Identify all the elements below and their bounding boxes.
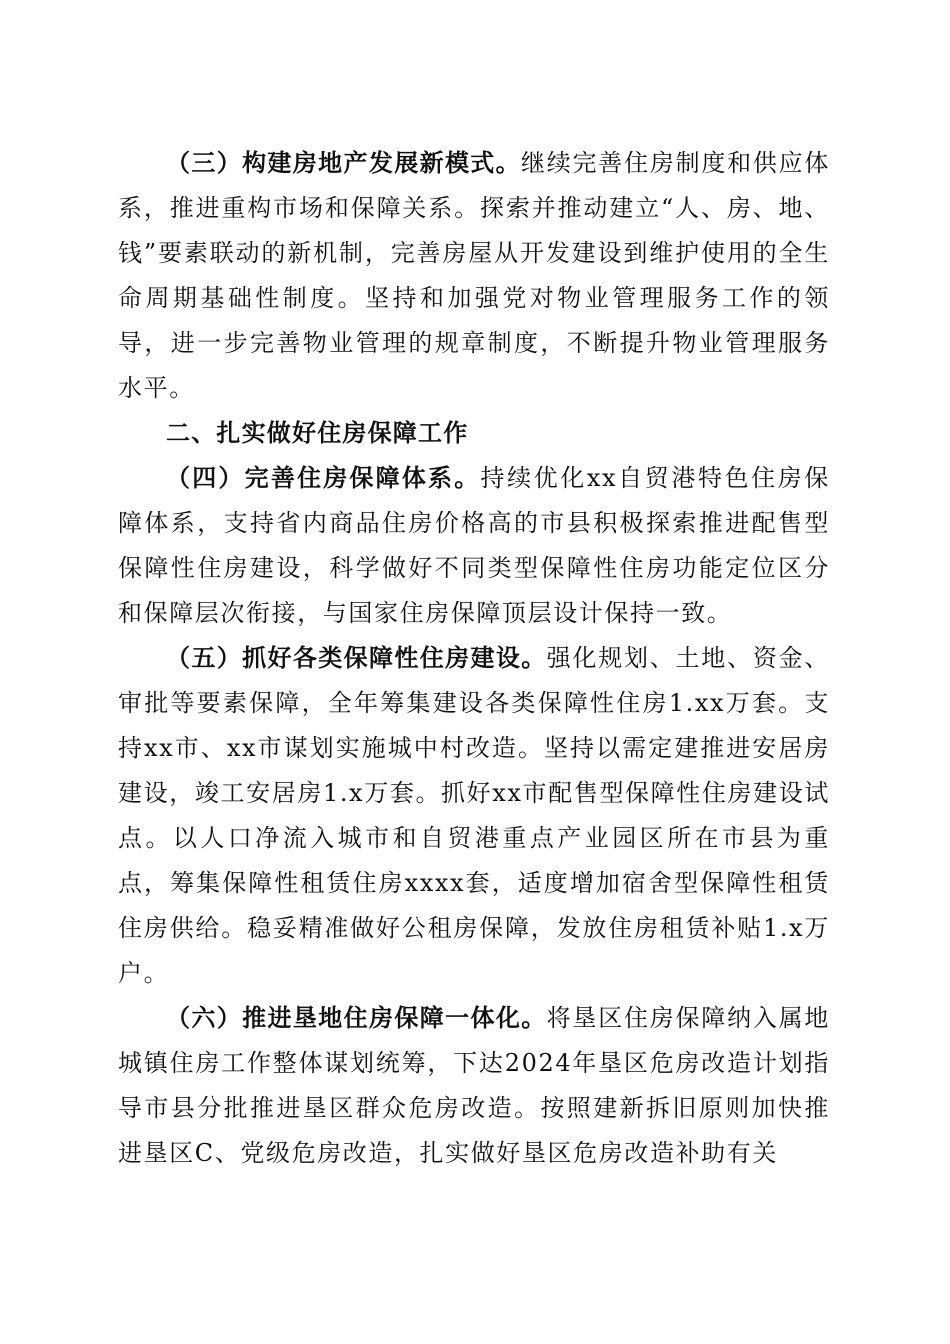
paragraph-3 xyxy=(118,141,830,411)
paragraph-6 xyxy=(118,996,830,1176)
paragraph-6-body: 将垦区住房保障纳入属地城镇住房工作整体谋划统筹，下达2024年垦区危房改造计划指导市县分批推进垦区群众危房改造。按照建新拆旧原则加快推进垦区C、党级危房改造，扎实做好垦区危房改造补助有关 xyxy=(118,1004,830,1167)
paragraph-5-lead: （五）抓好各类保障性住房建设。 xyxy=(166,644,547,672)
paragraph-4-lead: （四）完善住房保障体系。 xyxy=(166,464,481,492)
paragraph-5-body: 强化规划、土地、资金、审批等要素保障，全年筹集建设各类保障性住房1.xx万套。支持xx市、xx市谋划实施城中村改造。坚持以需定建推进安居房建设，竣工安居房1.x万套。抓好xx市配售型保障性住房建设试点。以人口净流入城市和自贸港重点产业园区所在市县为重点，筹集保障性租赁住房xxxx套，适度增加宿舍型保障性租赁住房供给。稳妥精准做好公租房保障，发放住房租赁补贴1.x万户。 xyxy=(118,644,830,987)
paragraph-4-body: 持续优化xx自贸港特色住房保障体系，支持省内商品住房价格高的市县积极探索推进配售型保障性住房建设，科学做好不同类型保障性住房功能定位区分和保障层次衔接，与国家住房保障顶层设计保持一致。 xyxy=(118,464,830,627)
document-body xyxy=(118,141,830,1176)
paragraph-6-lead: （六）推进垦地住房保障一体化。 xyxy=(166,1004,547,1032)
paragraph-3-lead: （三）构建房地产发展新模式。 xyxy=(166,149,522,177)
section-heading-2: 二、扎实做好住房保障工作 xyxy=(166,419,469,447)
paragraph-3-body: 继续完善住房制度和供应体系，推进重构市场和保障关系。探索并推动建立“人、房、地、钱”要素联动的新机制，完善房屋从开发建设到维护使用的全生命周期基础性制度。坚持和加强党对物业管理服务工作的领导，进一步完善物业管理的规章制度，不断提升物业管理服务水平。 xyxy=(118,149,830,402)
paragraph-5 xyxy=(118,636,830,996)
paragraph-4 xyxy=(118,456,830,636)
